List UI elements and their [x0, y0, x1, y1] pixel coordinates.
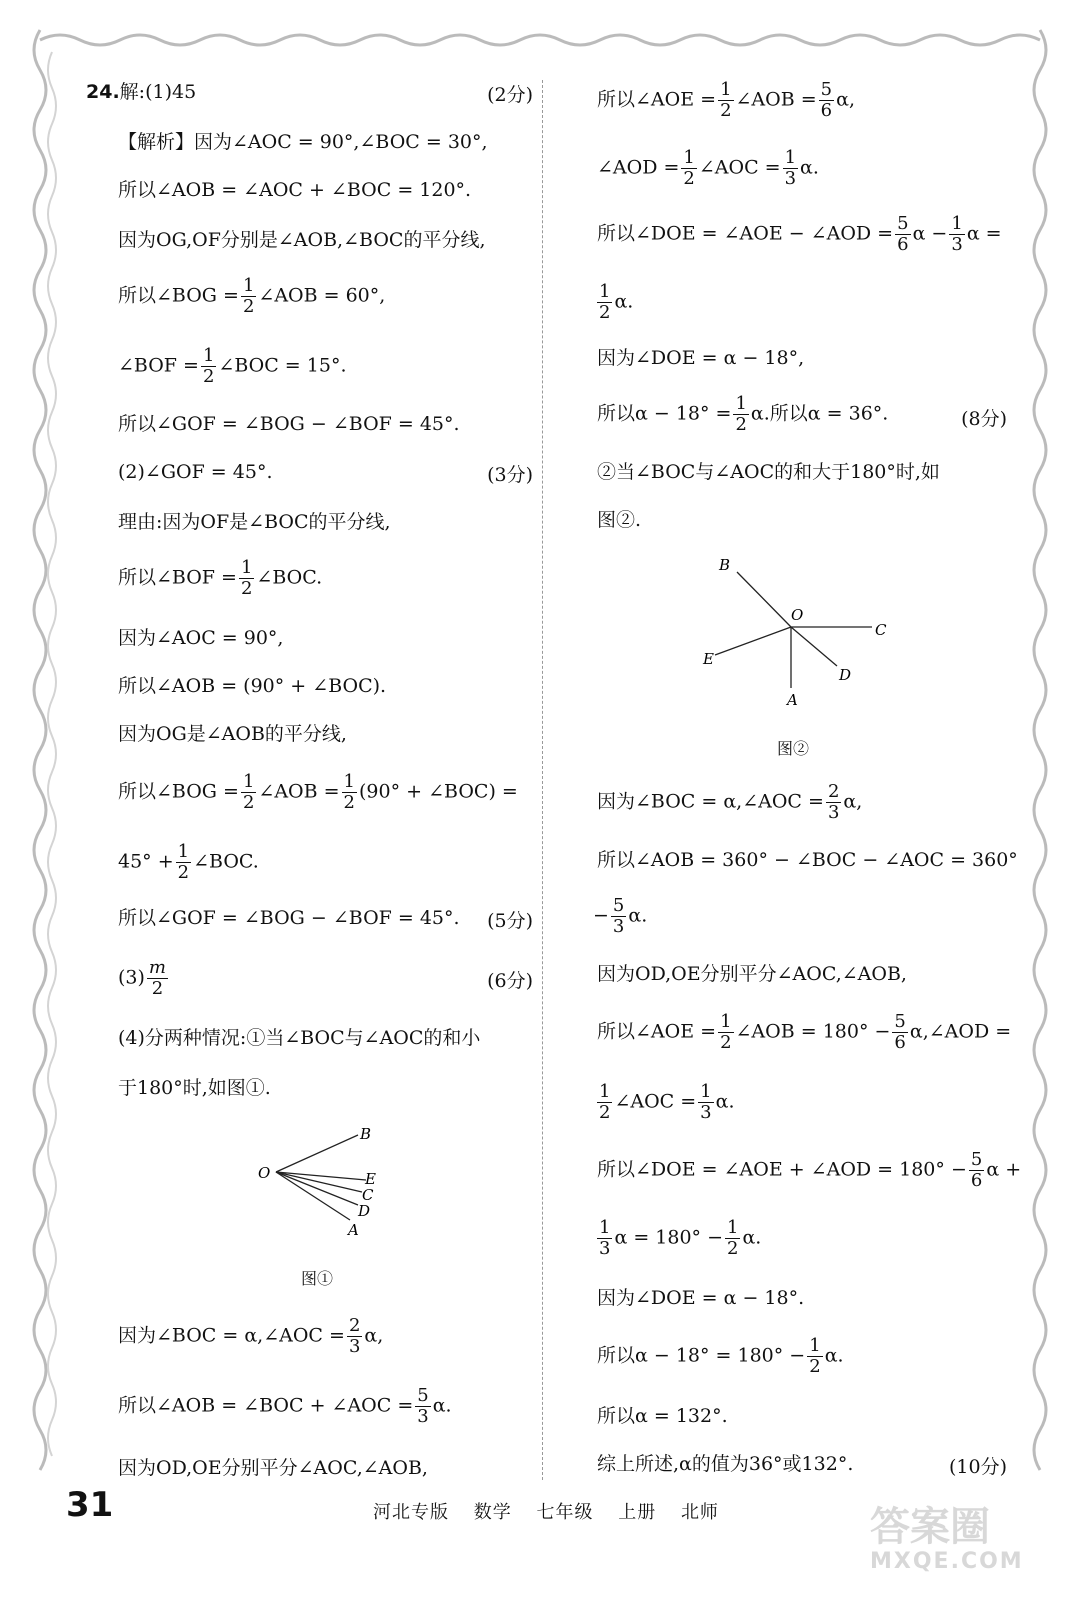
- answer-part1: 解:(1)45: [119, 81, 197, 103]
- fraction-numerator: 1: [242, 771, 255, 792]
- fraction-denominator: 2: [242, 296, 255, 317]
- fraction-denominator: 3: [599, 1238, 611, 1259]
- fraction: [597, 1082, 612, 1123]
- text-segment: 所以∠DOE = ∠AOE − ∠AOD =: [597, 222, 894, 245]
- fraction-denominator: 2: [599, 1102, 611, 1123]
- footer-region: 河北专版: [373, 1502, 449, 1523]
- fraction: [201, 346, 216, 387]
- fraction-denominator: 3: [348, 1336, 361, 1357]
- text-line: 因为∠AOC = 90°,: [118, 627, 284, 649]
- text-line: [118, 276, 385, 317]
- fraction: [681, 148, 696, 189]
- text-line: 因为OD,OE分别平分∠AOC,∠AOB,: [597, 963, 907, 985]
- fraction-numerator: 1: [242, 275, 255, 296]
- text-line: [597, 1150, 1021, 1191]
- fraction-denominator: 6: [820, 100, 833, 121]
- text-line: [597, 1336, 844, 1377]
- text-segment: α.所以α = 36°.: [750, 402, 889, 425]
- text-segment: ∠BOC.: [193, 850, 259, 873]
- text-segment: α.: [824, 1344, 844, 1367]
- watermark-url: MXQE.COM: [870, 1549, 1024, 1574]
- fraction-numerator: 1: [720, 1011, 732, 1032]
- text-segment: 所以∠AOE =: [597, 88, 717, 111]
- fraction-denominator: 2: [242, 792, 255, 813]
- text-line: [118, 558, 322, 599]
- fraction-denominator: 3: [784, 168, 797, 189]
- fraction: [725, 1218, 740, 1259]
- fraction-denominator: 2: [177, 862, 190, 883]
- text-line: 【解析】因为∠AOC = 90°,∠BOC = 30°,: [118, 131, 488, 153]
- footer-info: [373, 1498, 737, 1524]
- fraction: [892, 1012, 907, 1053]
- score-label: (8分): [961, 408, 1007, 430]
- fraction: [733, 394, 748, 435]
- fraction-numerator: 1: [177, 841, 190, 862]
- problem-header: [86, 80, 196, 104]
- label-b: B: [360, 1125, 372, 1143]
- text-segment: 所以∠AOB = ∠BOC + ∠AOC =: [118, 1394, 414, 1417]
- text-segment: 所以∠BOG =: [118, 284, 239, 307]
- ray-ob: [737, 572, 791, 627]
- fraction: [819, 80, 834, 121]
- text-segment: α,: [836, 88, 855, 111]
- fraction-numerator: 5: [612, 895, 625, 916]
- text-segment: ∠AOB = 60°,: [258, 284, 386, 307]
- fraction-numerator: 1: [727, 1217, 739, 1238]
- fraction-denominator: 3: [612, 916, 625, 937]
- fraction-denominator: 6: [970, 1170, 983, 1191]
- fraction-denominator: 2: [735, 414, 747, 435]
- fraction: [718, 80, 733, 121]
- text-line: 因为∠DOE = α − 18°.: [597, 1287, 805, 1309]
- text-segment: α,: [843, 790, 863, 813]
- text-line: 因为OG是∠AOB的平分线,: [118, 723, 347, 745]
- fraction-denominator: 2: [720, 100, 732, 121]
- fraction: [597, 1218, 612, 1259]
- ray-od: [791, 627, 837, 666]
- text-line: 因为OD,OE分别平分∠AOC,∠AOB,: [118, 1457, 428, 1479]
- fraction: [895, 214, 910, 255]
- text-line: [118, 958, 170, 999]
- text-segment: α.: [432, 1394, 452, 1417]
- label-o: O: [258, 1164, 271, 1182]
- text-line: [597, 394, 888, 435]
- figure-2-caption: 图②: [777, 739, 810, 758]
- text-line: [118, 772, 518, 813]
- text-line: 所以∠AOB = ∠AOC + ∠BOC = 120°.: [118, 179, 472, 201]
- text-segment: α,∠AOD =: [909, 1020, 1012, 1043]
- fraction: [176, 842, 191, 883]
- fraction-denominator: 2: [727, 1238, 739, 1259]
- column-divider: [542, 80, 543, 1480]
- text-line: 所以∠GOF = ∠BOG − ∠BOF = 45°.: [118, 907, 460, 929]
- text-segment: 因为∠BOC = α,∠AOC =: [118, 1324, 345, 1347]
- fraction-denominator: 2: [343, 792, 355, 813]
- fraction-numerator: 1: [700, 1081, 712, 1102]
- text-segment: α.: [628, 904, 648, 927]
- fraction-numerator: 1: [599, 1217, 611, 1238]
- page-number: 31: [66, 1485, 114, 1525]
- fraction-denominator: 2: [240, 578, 253, 599]
- fraction-numerator: 5: [820, 79, 833, 100]
- text-segment: ∠AOC =: [614, 1090, 697, 1113]
- text-line: 于180°时,如图①.: [118, 1077, 271, 1099]
- text-segment: 所以α − 18° = 180° −: [597, 1344, 806, 1367]
- text-line: 图②.: [597, 509, 642, 531]
- figure-1: [248, 1122, 398, 1247]
- figure-2: [697, 550, 897, 710]
- text-segment: ∠BOC = 15°.: [218, 354, 347, 377]
- text-line: 所以∠AOB = 360° − ∠BOC − ∠AOC = 360°: [597, 849, 1018, 871]
- fraction-denominator: 2: [151, 978, 164, 999]
- fraction: [698, 1082, 713, 1123]
- text-segment: α.: [614, 290, 634, 313]
- text-segment: 所以∠AOE =: [597, 1020, 717, 1043]
- text-segment: α −: [912, 222, 948, 245]
- label-e: E: [703, 650, 714, 668]
- text-line: [595, 1218, 761, 1259]
- text-line: 因为OG,OF分别是∠AOB,∠BOC的平分线,: [118, 229, 486, 251]
- fraction-denominator: 3: [417, 1406, 429, 1427]
- fraction: [718, 1012, 733, 1053]
- text-segment: α = 180° −: [614, 1226, 724, 1249]
- fraction-numerator: 5: [417, 1385, 429, 1406]
- footer-subject: 数学: [473, 1502, 512, 1523]
- text-segment: ∠AOB =: [735, 88, 817, 111]
- text-line: [597, 1012, 1011, 1053]
- ray-oa: [276, 1172, 350, 1220]
- fraction-numerator: 1: [599, 281, 611, 302]
- fraction-denominator: 3: [951, 234, 963, 255]
- text-segment: ∠BOC.: [256, 566, 323, 589]
- fraction-numerator: 1: [683, 147, 695, 168]
- text-segment: α.: [742, 1226, 762, 1249]
- text-segment: 45° +: [118, 850, 174, 873]
- fraction-denominator: 6: [894, 1032, 906, 1053]
- text-line: [595, 282, 633, 323]
- text-segment: 因为∠BOC = α,∠AOC =: [597, 790, 824, 813]
- fraction-denominator: 2: [202, 366, 215, 387]
- score-label: (6分): [487, 970, 533, 992]
- text-line: [595, 1082, 735, 1123]
- text-line: [597, 148, 819, 189]
- score-label: (5分): [487, 910, 533, 932]
- text-line: [118, 842, 259, 883]
- label-c: C: [875, 621, 887, 639]
- fraction-numerator: m: [148, 957, 166, 978]
- text-segment: ∠AOB =: [258, 780, 340, 803]
- text-line: 所以α = 132°.: [597, 1405, 728, 1427]
- label-d: D: [358, 1202, 371, 1220]
- fraction: [241, 276, 256, 317]
- fraction-numerator: 1: [202, 345, 215, 366]
- text-line: [593, 896, 647, 937]
- ray-ob: [276, 1135, 358, 1172]
- text-line: [118, 346, 347, 387]
- text-segment: α.: [800, 156, 819, 179]
- text-line: 因为∠DOE = α − 18°,: [597, 347, 805, 369]
- watermark: [870, 1505, 1060, 1595]
- watermark-title: 答案圈: [870, 1504, 990, 1550]
- fraction-denominator: 2: [683, 168, 695, 189]
- text-segment: α,: [364, 1324, 384, 1347]
- fraction-numerator: 5: [897, 213, 909, 234]
- text-line: 所以∠GOF = ∠BOG − ∠BOF = 45°.: [118, 413, 460, 435]
- fraction: [239, 558, 254, 599]
- text-line: (2)∠GOF = 45°.: [118, 461, 273, 483]
- fraction-numerator: 1: [599, 1081, 611, 1102]
- fraction-denominator: 3: [827, 802, 840, 823]
- text-segment: −: [593, 904, 609, 927]
- text-segment: 所以α − 18° =: [597, 402, 732, 425]
- fraction-denominator: 3: [700, 1102, 712, 1123]
- text-line: 理由:因为OF是∠BOC的平分线,: [118, 511, 391, 533]
- text-segment: ∠AOB = 180° −: [735, 1020, 891, 1043]
- fraction: [597, 282, 612, 323]
- footer-publisher: 北师: [680, 1502, 719, 1523]
- problem-number: 24.: [86, 81, 120, 103]
- fraction: [342, 772, 357, 813]
- fraction: [826, 782, 841, 823]
- label-a: A: [348, 1221, 359, 1239]
- text-segment: ∠AOC =: [698, 156, 781, 179]
- label-b: B: [719, 556, 731, 574]
- fraction-denominator: 6: [897, 234, 909, 255]
- fraction: [949, 214, 964, 255]
- text-segment: α =: [966, 222, 1002, 245]
- figure-1-caption: 图①: [301, 1269, 334, 1288]
- text-line: [597, 782, 862, 823]
- text-segment: (90° + ∠BOC) =: [359, 780, 518, 803]
- fraction: [241, 772, 256, 813]
- text-segment: α +: [986, 1158, 1022, 1181]
- ray-oe: [276, 1172, 366, 1180]
- fraction: [347, 1316, 362, 1357]
- text-segment: (3): [118, 966, 145, 989]
- footer-volume: 上册: [618, 1502, 657, 1523]
- fraction-numerator: 1: [240, 557, 253, 578]
- fraction-numerator: 1: [809, 1335, 821, 1356]
- score-label: (10分): [948, 1456, 1007, 1478]
- fraction-numerator: 2: [348, 1315, 361, 1336]
- text-line: [597, 80, 855, 121]
- fraction-numerator: 5: [894, 1011, 906, 1032]
- text-segment: ∠AOD =: [597, 156, 680, 179]
- text-segment: 所以∠BOG =: [118, 780, 239, 803]
- fraction-denominator: 2: [720, 1032, 732, 1053]
- text-line: [118, 1316, 383, 1357]
- text-line: [118, 1386, 452, 1427]
- label-c: C: [362, 1186, 374, 1204]
- text-segment: 所以∠DOE = ∠AOE + ∠AOD = 180° −: [597, 1158, 967, 1181]
- label-a: A: [787, 691, 798, 709]
- text-line: 所以∠AOB = (90° + ∠BOC).: [118, 675, 387, 697]
- score-label: (3分): [487, 464, 533, 486]
- fraction-numerator: 1: [735, 393, 747, 414]
- text-segment: ∠BOF =: [118, 354, 199, 377]
- fraction: [415, 1386, 430, 1427]
- text-line: 综上所述,α的值为36°或132°.: [597, 1453, 854, 1475]
- text-segment: α.: [715, 1090, 735, 1113]
- score-label: (2分): [487, 84, 533, 106]
- text-line: [597, 214, 1002, 255]
- fraction: [969, 1150, 984, 1191]
- fraction-numerator: 1: [720, 79, 732, 100]
- text-segment: 所以∠BOF =: [118, 566, 237, 589]
- label-e: E: [365, 1170, 376, 1188]
- fraction-numerator: 1: [343, 771, 355, 792]
- fraction: [807, 1336, 822, 1377]
- fraction: [611, 896, 626, 937]
- fraction-numerator: 5: [970, 1149, 983, 1170]
- footer-grade: 七年级: [536, 1502, 594, 1523]
- fraction-numerator: 2: [827, 781, 840, 802]
- ray-oe: [715, 627, 791, 655]
- fraction-denominator: 2: [809, 1356, 821, 1377]
- text-line: ②当∠BOC与∠AOC的和大于180°时,如: [597, 461, 940, 483]
- fraction: [783, 148, 798, 189]
- label-o: O: [791, 606, 804, 624]
- text-line: (4)分两种情况:①当∠BOC与∠AOC的和小: [118, 1027, 481, 1049]
- fraction-numerator: 1: [784, 147, 797, 168]
- label-d: D: [839, 666, 852, 684]
- fraction-denominator: 2: [599, 302, 611, 323]
- fraction: [147, 958, 168, 999]
- fraction-numerator: 1: [951, 213, 963, 234]
